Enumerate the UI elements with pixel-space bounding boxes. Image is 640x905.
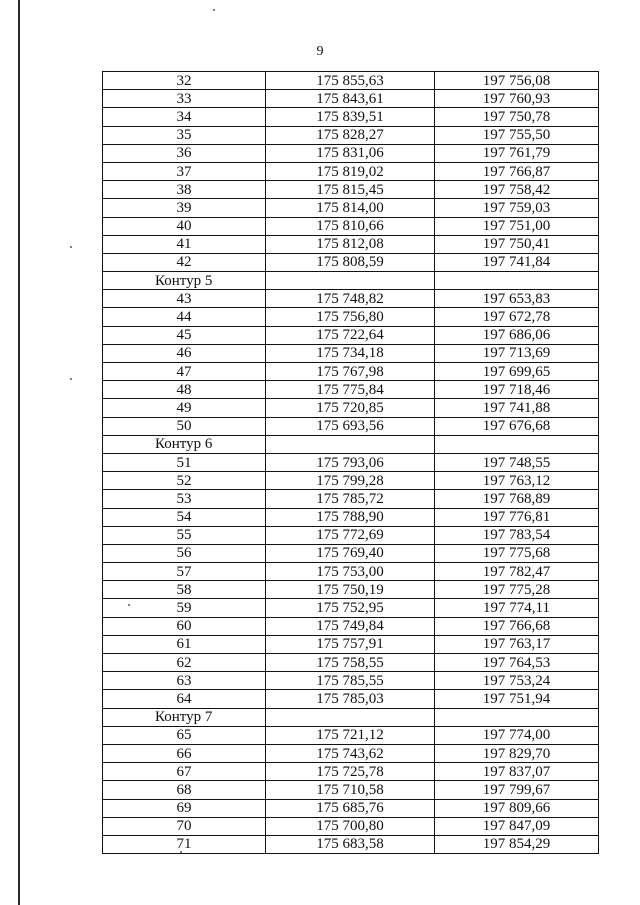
point-number-cell: 39 bbox=[103, 199, 266, 217]
x-coordinate-cell: 175 725,78 bbox=[266, 763, 435, 781]
y-coordinate-cell: 197 718,46 bbox=[435, 381, 599, 399]
point-number-cell: 47 bbox=[103, 363, 266, 381]
point-number-cell: 69 bbox=[103, 799, 266, 817]
point-number-cell: 38 bbox=[103, 181, 266, 199]
page-number: 9 bbox=[316, 44, 324, 59]
y-coordinate-cell: 197 741,84 bbox=[435, 253, 599, 271]
contour-label: Контур 7 bbox=[103, 708, 266, 726]
table-row bbox=[103, 817, 599, 835]
point-number-cell: 71 bbox=[103, 835, 266, 853]
table-row bbox=[103, 162, 599, 180]
x-coordinate-cell: 175 775,84 bbox=[266, 381, 435, 399]
table-row bbox=[103, 363, 599, 381]
y-coordinate-cell: 197 676,68 bbox=[435, 417, 599, 435]
y-coordinate-cell: 197 782,47 bbox=[435, 563, 599, 581]
table-row bbox=[103, 544, 599, 562]
table-row bbox=[103, 763, 599, 781]
point-number-cell: 42 bbox=[103, 253, 266, 271]
y-coordinate-cell: 197 755,50 bbox=[435, 126, 599, 144]
table-row bbox=[103, 690, 599, 708]
x-coordinate-cell: 175 748,82 bbox=[266, 290, 435, 308]
table-row bbox=[103, 599, 599, 617]
y-coordinate-cell: 197 699,65 bbox=[435, 363, 599, 381]
x-coordinate-cell: 175 721,12 bbox=[266, 726, 435, 744]
table-row bbox=[103, 654, 599, 672]
x-coordinate-cell: 175 772,69 bbox=[266, 526, 435, 544]
x-coordinate-cell: 175 843,61 bbox=[266, 90, 435, 108]
y-coordinate-cell: 197 759,03 bbox=[435, 199, 599, 217]
x-coordinate-cell: 175 749,84 bbox=[266, 617, 435, 635]
table-row bbox=[103, 490, 599, 508]
point-number-cell: 33 bbox=[103, 90, 266, 108]
point-number-cell: 48 bbox=[103, 381, 266, 399]
table-row bbox=[103, 399, 599, 417]
point-number-cell: 62 bbox=[103, 654, 266, 672]
y-coordinate-cell: 197 799,67 bbox=[435, 781, 599, 799]
table-row bbox=[103, 744, 599, 762]
empty-cell bbox=[266, 708, 435, 726]
y-coordinate-cell: 197 837,07 bbox=[435, 763, 599, 781]
table-row bbox=[103, 290, 599, 308]
point-number-cell: 66 bbox=[103, 744, 266, 762]
x-coordinate-cell: 175 788,90 bbox=[266, 508, 435, 526]
coordinates-table bbox=[102, 71, 599, 854]
x-coordinate-cell: 175 808,59 bbox=[266, 253, 435, 271]
y-coordinate-cell: 197 854,29 bbox=[435, 835, 599, 853]
x-coordinate-cell: 175 734,18 bbox=[266, 344, 435, 362]
y-coordinate-cell: 197 713,69 bbox=[435, 344, 599, 362]
empty-cell bbox=[266, 435, 435, 453]
y-coordinate-cell: 197 751,00 bbox=[435, 217, 599, 235]
point-number-cell: 41 bbox=[103, 235, 266, 253]
table-row bbox=[103, 835, 599, 853]
table-row bbox=[103, 181, 599, 199]
point-number-cell: 35 bbox=[103, 126, 266, 144]
x-coordinate-cell: 175 799,28 bbox=[266, 472, 435, 490]
point-number-cell: 45 bbox=[103, 326, 266, 344]
table-row bbox=[103, 308, 599, 326]
y-coordinate-cell: 197 686,06 bbox=[435, 326, 599, 344]
x-coordinate-cell: 175 683,58 bbox=[266, 835, 435, 853]
point-number-cell: 64 bbox=[103, 690, 266, 708]
point-number-cell: 49 bbox=[103, 399, 266, 417]
y-coordinate-cell: 197 750,78 bbox=[435, 108, 599, 126]
y-coordinate-cell: 197 760,93 bbox=[435, 90, 599, 108]
point-number-cell: 70 bbox=[103, 817, 266, 835]
point-number-cell: 40 bbox=[103, 217, 266, 235]
table-row bbox=[103, 90, 599, 108]
x-coordinate-cell: 175 785,03 bbox=[266, 690, 435, 708]
contour-header-row bbox=[103, 708, 599, 726]
table-row bbox=[103, 563, 599, 581]
y-coordinate-cell: 197 766,68 bbox=[435, 617, 599, 635]
x-coordinate-cell: 175 758,55 bbox=[266, 654, 435, 672]
table-row bbox=[103, 581, 599, 599]
x-coordinate-cell: 175 855,63 bbox=[266, 72, 435, 90]
table-row bbox=[103, 799, 599, 817]
y-coordinate-cell: 197 766,87 bbox=[435, 162, 599, 180]
y-coordinate-cell: 197 756,08 bbox=[435, 72, 599, 90]
point-number-cell: 55 bbox=[103, 526, 266, 544]
table-row bbox=[103, 781, 599, 799]
y-coordinate-cell: 197 809,66 bbox=[435, 799, 599, 817]
table-row bbox=[103, 726, 599, 744]
x-coordinate-cell: 175 722,64 bbox=[266, 326, 435, 344]
y-coordinate-cell: 197 763,12 bbox=[435, 472, 599, 490]
table-row bbox=[103, 672, 599, 690]
x-coordinate-cell: 175 793,06 bbox=[266, 453, 435, 471]
point-number-cell: 67 bbox=[103, 763, 266, 781]
y-coordinate-cell: 197 761,79 bbox=[435, 144, 599, 162]
point-number-cell: 51 bbox=[103, 453, 266, 471]
table-row bbox=[103, 253, 599, 271]
empty-cell bbox=[266, 272, 435, 290]
x-coordinate-cell: 175 757,91 bbox=[266, 635, 435, 653]
y-coordinate-cell: 197 774,11 bbox=[435, 599, 599, 617]
point-number-cell: 58 bbox=[103, 581, 266, 599]
x-coordinate-cell: 175 839,51 bbox=[266, 108, 435, 126]
coordinates-table-body bbox=[103, 72, 599, 854]
point-number-cell: 52 bbox=[103, 472, 266, 490]
scan-speck bbox=[213, 9, 215, 11]
empty-cell bbox=[435, 435, 599, 453]
table-row bbox=[103, 72, 599, 90]
x-coordinate-cell: 175 831,06 bbox=[266, 144, 435, 162]
point-number-cell: 59 bbox=[103, 599, 266, 617]
x-coordinate-cell: 175 785,55 bbox=[266, 672, 435, 690]
point-number-cell: 37 bbox=[103, 162, 266, 180]
y-coordinate-cell: 197 758,42 bbox=[435, 181, 599, 199]
contour-header-row bbox=[103, 435, 599, 453]
table-row bbox=[103, 453, 599, 471]
point-number-cell: 63 bbox=[103, 672, 266, 690]
x-coordinate-cell: 175 785,72 bbox=[266, 490, 435, 508]
point-number-cell: 36 bbox=[103, 144, 266, 162]
x-coordinate-cell: 175 700,80 bbox=[266, 817, 435, 835]
y-coordinate-cell: 197 847,09 bbox=[435, 817, 599, 835]
table-row bbox=[103, 144, 599, 162]
table-row bbox=[103, 635, 599, 653]
point-number-cell: 57 bbox=[103, 563, 266, 581]
y-coordinate-cell: 197 768,89 bbox=[435, 490, 599, 508]
y-coordinate-cell: 197 748,55 bbox=[435, 453, 599, 471]
table-row bbox=[103, 326, 599, 344]
table-row bbox=[103, 381, 599, 399]
point-number-cell: 53 bbox=[103, 490, 266, 508]
x-coordinate-cell: 175 750,19 bbox=[266, 581, 435, 599]
x-coordinate-cell: 175 812,08 bbox=[266, 235, 435, 253]
contour-label: Контур 6 bbox=[103, 435, 266, 453]
table-row bbox=[103, 508, 599, 526]
table-row bbox=[103, 126, 599, 144]
y-coordinate-cell: 197 753,24 bbox=[435, 672, 599, 690]
point-number-cell: 56 bbox=[103, 544, 266, 562]
x-coordinate-cell: 175 810,66 bbox=[266, 217, 435, 235]
scan-speck bbox=[70, 246, 72, 248]
point-number-cell: 46 bbox=[103, 344, 266, 362]
x-coordinate-cell: 175 710,58 bbox=[266, 781, 435, 799]
table-row bbox=[103, 617, 599, 635]
table-row bbox=[103, 526, 599, 544]
empty-cell bbox=[435, 708, 599, 726]
y-coordinate-cell: 197 672,78 bbox=[435, 308, 599, 326]
table-row bbox=[103, 108, 599, 126]
x-coordinate-cell: 175 814,00 bbox=[266, 199, 435, 217]
point-number-cell: 54 bbox=[103, 508, 266, 526]
point-number-cell: 50 bbox=[103, 417, 266, 435]
point-number-cell: 32 bbox=[103, 72, 266, 90]
x-coordinate-cell: 175 756,80 bbox=[266, 308, 435, 326]
x-coordinate-cell: 175 743,62 bbox=[266, 744, 435, 762]
point-number-cell: 34 bbox=[103, 108, 266, 126]
y-coordinate-cell: 197 783,54 bbox=[435, 526, 599, 544]
table-row bbox=[103, 472, 599, 490]
x-coordinate-cell: 175 720,85 bbox=[266, 399, 435, 417]
x-coordinate-cell: 175 685,76 bbox=[266, 799, 435, 817]
point-number-cell: 68 bbox=[103, 781, 266, 799]
y-coordinate-cell: 197 776,81 bbox=[435, 508, 599, 526]
point-number-cell: 65 bbox=[103, 726, 266, 744]
y-coordinate-cell: 197 829,70 bbox=[435, 744, 599, 762]
x-coordinate-cell: 175 753,00 bbox=[266, 563, 435, 581]
x-coordinate-cell: 175 767,98 bbox=[266, 363, 435, 381]
table-row bbox=[103, 344, 599, 362]
y-coordinate-cell: 197 750,41 bbox=[435, 235, 599, 253]
y-coordinate-cell: 197 653,83 bbox=[435, 290, 599, 308]
table-row bbox=[103, 235, 599, 253]
point-number-cell: 60 bbox=[103, 617, 266, 635]
y-coordinate-cell: 197 764,53 bbox=[435, 654, 599, 672]
x-coordinate-cell: 175 752,95 bbox=[266, 599, 435, 617]
x-coordinate-cell: 175 828,27 bbox=[266, 126, 435, 144]
point-number-cell: 44 bbox=[103, 308, 266, 326]
table-row bbox=[103, 217, 599, 235]
scan-speck bbox=[70, 378, 72, 380]
x-coordinate-cell: 175 819,02 bbox=[266, 162, 435, 180]
table-row bbox=[103, 199, 599, 217]
point-number-cell: 61 bbox=[103, 635, 266, 653]
y-coordinate-cell: 197 774,00 bbox=[435, 726, 599, 744]
empty-cell bbox=[435, 272, 599, 290]
y-coordinate-cell: 197 763,17 bbox=[435, 635, 599, 653]
x-coordinate-cell: 175 815,45 bbox=[266, 181, 435, 199]
contour-header-row bbox=[103, 272, 599, 290]
left-margin-rule bbox=[18, 0, 20, 905]
table-row bbox=[103, 417, 599, 435]
y-coordinate-cell: 197 775,68 bbox=[435, 544, 599, 562]
y-coordinate-cell: 197 751,94 bbox=[435, 690, 599, 708]
point-number-cell: 43 bbox=[103, 290, 266, 308]
x-coordinate-cell: 175 769,40 bbox=[266, 544, 435, 562]
y-coordinate-cell: 197 775,28 bbox=[435, 581, 599, 599]
y-coordinate-cell: 197 741,88 bbox=[435, 399, 599, 417]
x-coordinate-cell: 175 693,56 bbox=[266, 417, 435, 435]
contour-label: Контур 5 bbox=[103, 272, 266, 290]
